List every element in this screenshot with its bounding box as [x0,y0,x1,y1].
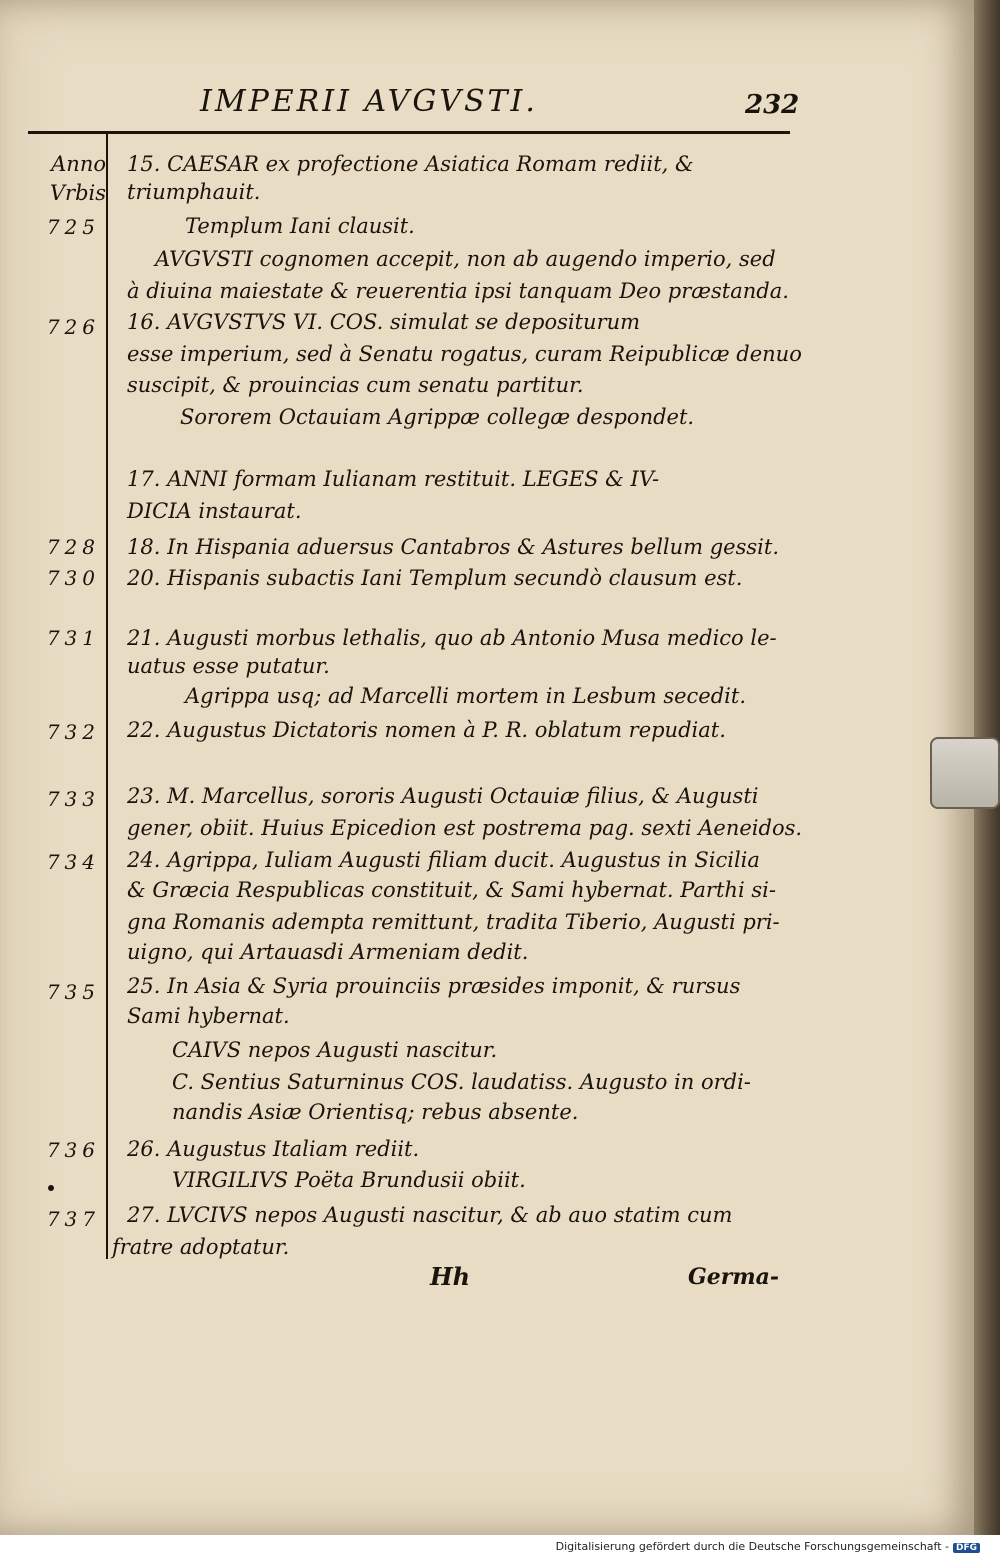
year-label: 728 [46,535,100,559]
year-label: 725 [46,215,100,239]
credit-text: Digitalisierung gefördert durch die Deutsche Forschungsgemeinschaft - [555,1540,949,1553]
text-line: nandis Asiæ Orientisq; rebus absente. [172,1100,579,1124]
catchword: Germa- [688,1264,780,1290]
margin-heading-anno: Anno [51,152,106,176]
text-line: à diuina maiestate & reuerentia ipsi tanquam Deo præstanda. [127,279,789,303]
year-label: 734 [46,850,100,874]
text-line: DICIA instaurat. [127,499,302,523]
margin-heading-vrbis: Vrbis [49,181,106,205]
margin-heading [40,150,106,208]
year-label: 726 [46,315,100,339]
text-line: 26. Augustus Italiam rediit. [127,1137,420,1161]
text-line: esse imperium, sed à Senatu rogatus, curam Reipublicæ denuo [127,342,802,366]
text-line: VIRGILIVS Poëta Brundusii obiit. [172,1168,526,1192]
text-line: Agrippa usq; ad Marcelli mortem in Lesbum secedit. [185,684,746,708]
text-line: 21. Augusti morbus lethalis, quo ab Antonio Musa medico le- [127,626,777,650]
text-line: gna Romanis adempta remittunt, tradita Tiberio, Augusti pri- [127,910,780,934]
text-line: 17. ANNI formam Iulianam restituit. LEGES & IV- [127,467,660,491]
text-line: CAIVS nepos Augusti nascitur. [172,1038,498,1062]
year-label: 737 [46,1207,100,1231]
running-title: IMPERII AVGVSTI. [200,84,538,119]
text-line: Templum Iani clausit. [185,214,415,238]
signature-mark: Hh [430,1262,471,1291]
dfg-logo: DFG [953,1543,980,1553]
text-line: 15. CAESAR ex profectione Asiatica Romam rediit, & [127,152,694,176]
text-line: 16. AVGVSTVS VI. COS. simulat se depositurum [127,310,641,334]
page-number: 232 [745,90,800,120]
header-rule [28,131,790,134]
text-line: triumphauit. [127,180,261,204]
text-line: Sami hybernat. [127,1004,290,1028]
funding-credit [556,1540,980,1553]
text-line: C. Sentius Saturninus COS. laudatiss. Augusto in ordi- [172,1070,751,1094]
text-line: 23. M. Marcellus, sororis Augusti Octauiæ filius, & Augusti [127,784,759,808]
year-label: 731 [46,626,100,650]
text-line: 24. Agrippa, Iuliam Augusti filiam ducit. Augustus in Sicilia [127,848,760,872]
text-line: uatus esse putatur. [127,654,330,678]
margin-dot [48,1185,54,1191]
text-line: 27. LVCIVS nepos Augusti nascitur, & ab auo statim cum [127,1203,733,1227]
text-line: fratre adoptatur. [112,1235,290,1259]
text-line: gener, obiit. Huius Epicedion est postrema pag. sexti Aeneidos. [127,816,803,840]
year-label: 732 [46,720,100,744]
text-line: Sororem Octauiam Agrippæ collegæ despondet. [180,405,695,429]
year-label: 735 [46,980,100,1004]
text-line: AVGVSTI cognomen accepit, non ab augendo imperio, sed [155,247,776,271]
text-line: suscipit, & prouincias cum senatu partitur. [127,373,584,397]
bookmark-clip [930,737,1000,809]
year-label: 733 [46,787,100,811]
column-rule [106,134,108,1259]
text-line: 18. In Hispania aduersus Cantabros & Astures bellum gessit. [127,535,779,559]
text-line: uigno, qui Artauasdi Armeniam dedit. [127,940,529,964]
year-label: 736 [46,1138,100,1162]
text-line: 22. Augustus Dictatoris nomen à P. R. oblatum repudiat. [127,718,726,742]
year-label: 730 [46,566,100,590]
text-line: 20. Hispanis subactis Iani Templum secundò clausum est. [127,566,743,590]
text-line: 25. In Asia & Syria prouinciis præsides imponit, & rursus [127,974,741,998]
text-line: & Græcia Respublicas constituit, & Sami hybernat. Parthi si- [127,878,776,902]
